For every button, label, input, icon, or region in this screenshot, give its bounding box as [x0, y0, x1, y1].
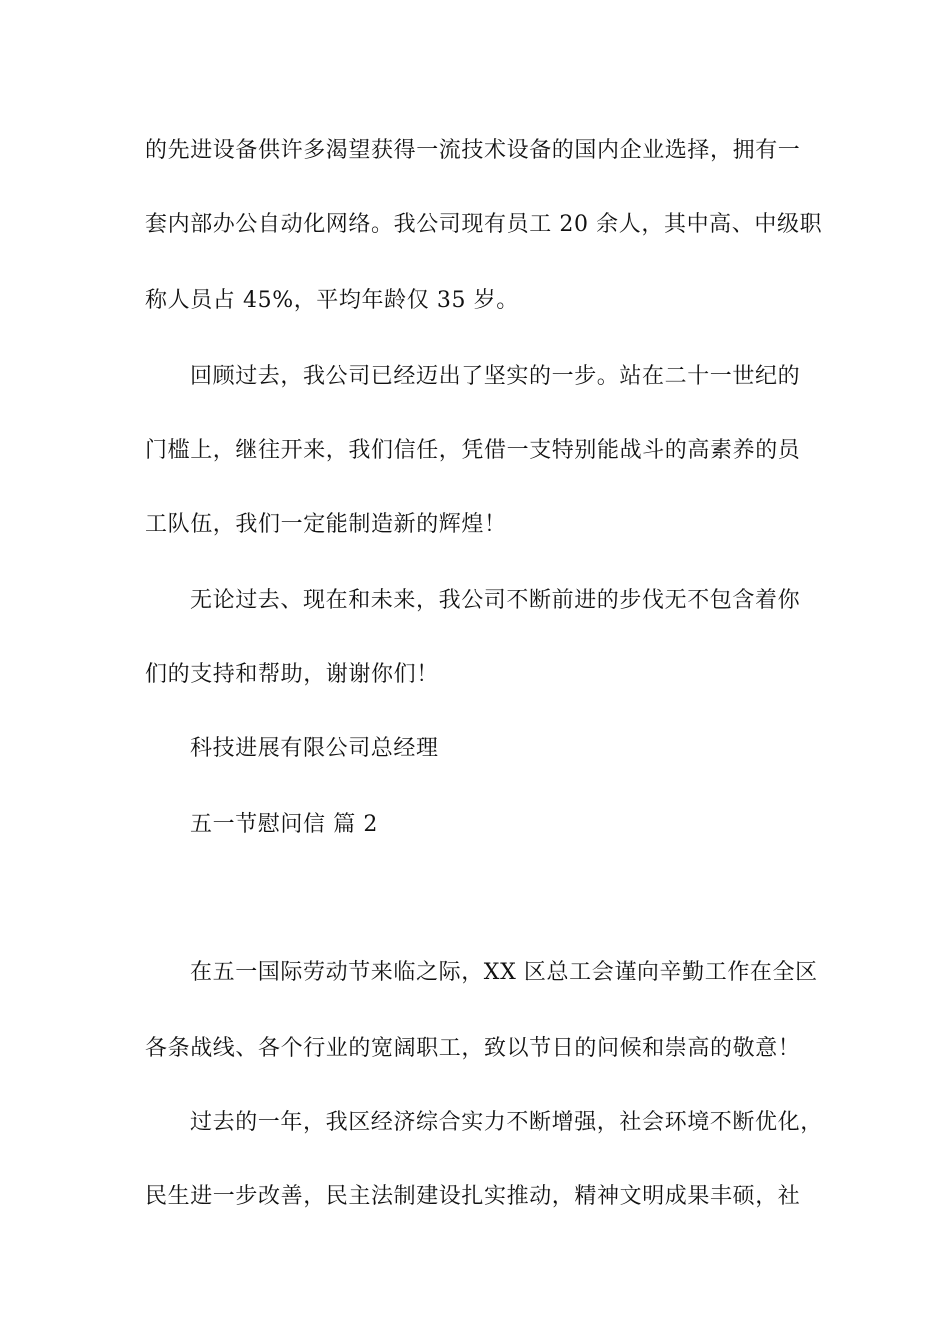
signature: 科技进展有限公司总经理 — [190, 736, 439, 761]
paragraph-2-line-3: 工队伍，我们一定能制造新的辉煌！ — [145, 512, 507, 537]
paragraph-5-line-2: 民生进一步改善，民主法制建设扎实推动，精神文明成果丰硕，社 — [145, 1184, 801, 1209]
paragraph-2-line-2: 门槛上，继往开来，我们信任，凭借一支特别能战斗的高素养的员 — [145, 438, 801, 463]
paragraph-4-line-2: 各条战线、各个行业的宽阔职工，致以节日的问候和崇高的敬意！ — [145, 1036, 801, 1061]
paragraph-2-line-1: 回顾过去，我公司已经迈出了坚实的一步。站在二十一世纪的 — [190, 364, 801, 389]
paragraph-1-line-3: 称人员占 45%，平均年龄仅 35 岁。 — [145, 288, 519, 313]
paragraph-3-line-2: 们的支持和帮助，谢谢你们！ — [145, 662, 439, 687]
paragraph-3-line-1: 无论过去、现在和未来，我公司不断前进的步伐无不包含着你 — [190, 588, 801, 613]
paragraph-4-line-1: 在五一国际劳动节来临之际，XX 区总工会谨向辛勤工作在全区 — [190, 960, 818, 985]
paragraph-1-line-1: 的先进设备供许多渴望获得一流技术设备的国内企业选择，拥有一 — [145, 138, 801, 163]
paragraph-5-line-1: 过去的一年，我区经济综合实力不断增强，社会环境不断优化， — [190, 1110, 823, 1135]
paragraph-1-line-2: 套内部办公自动化网络。我公司现有员工 20 余人，其中高、中级职 — [145, 212, 823, 237]
section-title: 五一节慰问信 篇 2 — [190, 812, 378, 837]
